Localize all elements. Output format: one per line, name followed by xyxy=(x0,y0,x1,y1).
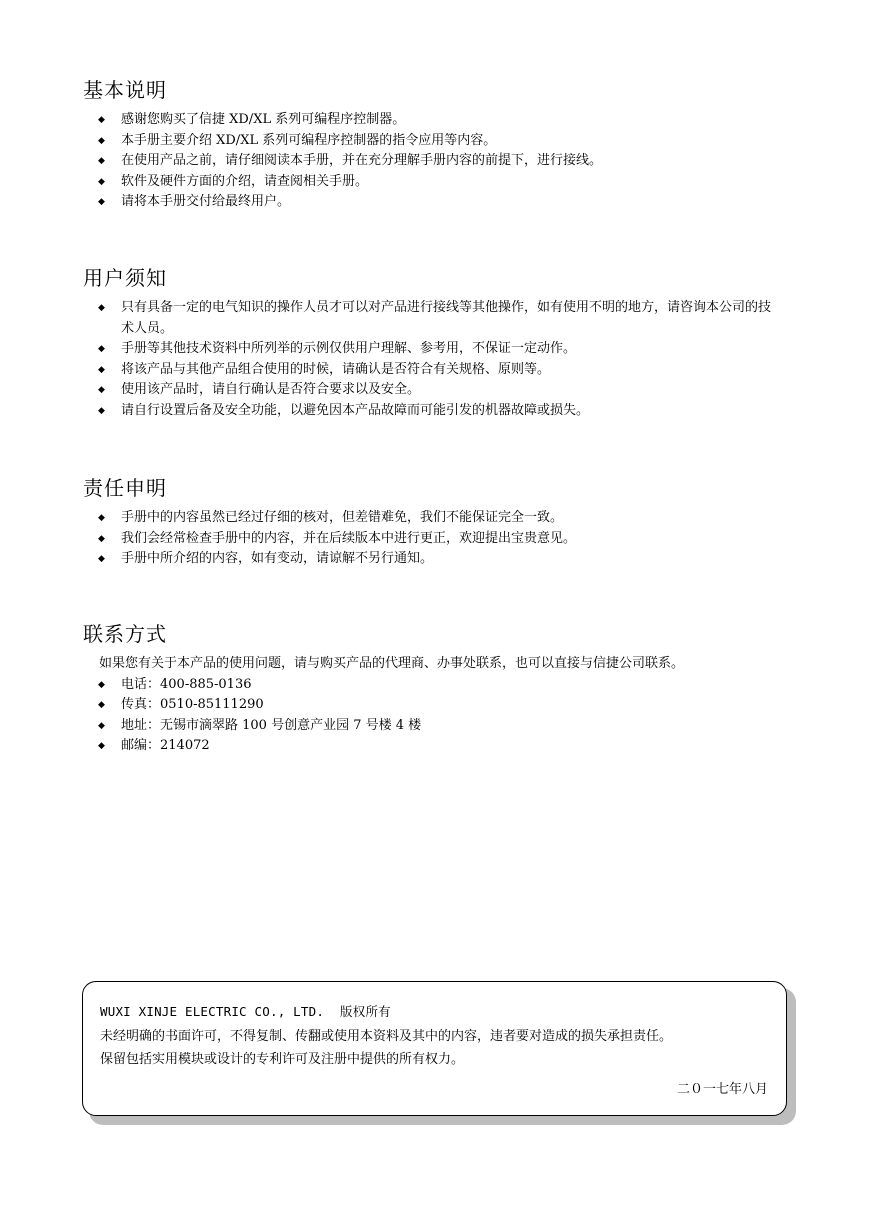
diamond-bullet-icon: ◆ xyxy=(98,344,105,354)
list-item: ◆ 使用该产品时，请自行确认是否符合要求以及安全。 xyxy=(83,380,783,401)
list-item: ◆ 软件及硬件方面的介绍，请查阅相关手册。 xyxy=(83,172,783,193)
section-title: 基本说明 xyxy=(83,78,167,102)
diamond-bullet-icon: ◆ xyxy=(98,303,105,313)
list-item: ◆ 手册等其他技术资料中所列举的示例仅供用户理解、参考用，不保证一定动作。 xyxy=(83,339,783,360)
diamond-bullet-icon: ◆ xyxy=(98,554,105,564)
list-item: ◆ 感谢您购买了信捷 XD/XL 系列可编程序控制器。 xyxy=(83,110,783,131)
list-item: ◆ 只有具备一定的电气知识的操作人员才可以对产品进行接线等其他操作，如有使用不明的地方，请咨询本公司的技术人员。 xyxy=(98,300,772,336)
diamond-bullet-icon: ◆ xyxy=(98,115,105,125)
company-name: WUXI XINJE ELECTRIC CO., LTD. xyxy=(100,1004,325,1019)
rights-reserved: 版权所有 xyxy=(340,1004,391,1019)
list-item: ◆ 在使用产品之前，请仔细阅读本手册，并在充分理解手册内容的前提下，进行接线。 xyxy=(83,151,783,172)
copyright-line-2: 保留包括实用模块或设计的专利许可及注册中提供的所有权力。 xyxy=(100,1052,465,1067)
list-item: ◆ 地址：无锡市滴翠路 100 号创意产业园 7 号楼 4 楼 xyxy=(83,716,783,737)
list-item: ◆ 传真：0510-85111290 xyxy=(83,695,783,716)
section-title: 责任申明 xyxy=(83,476,167,500)
copyright-line-1: 未经明确的书面许可，不得复制、传翻或使用本资料及其中的内容，违者要对造成的损失承担责任。 xyxy=(100,1029,673,1044)
list-item: ◆ 本手册主要介绍 XD/XL 系列可编程序控制器的指令应用等内容。 xyxy=(83,131,783,152)
diamond-bullet-icon: ◆ xyxy=(98,176,105,187)
list-item: ◆ 我们会经常检查手册中的内容，并在后续版本中进行更正，欢迎提出宝贵意见。 xyxy=(83,529,783,550)
diamond-bullet-icon: ◆ xyxy=(98,135,105,146)
contact-intro: 如果您有关于本产品的使用问题，请与购买产品的代理商、办事处联系，也可以直接与信捷公司联系。 xyxy=(99,656,685,671)
publish-date: 二０一七年八月 xyxy=(676,1082,768,1097)
section-user-notice xyxy=(83,265,783,421)
list-item: ◆ 请自行设置后备及安全功能，以避免因本产品故障而可能引发的机器故障或损失。 xyxy=(83,401,783,422)
copyright-box xyxy=(82,981,787,1116)
diamond-bullet-icon: ◆ xyxy=(98,513,105,523)
list-item: ◆ 手册中的内容虽然已经过仔细的核对，但差错难免，我们不能保证完全一致。 xyxy=(83,508,783,529)
section-title: 用户须知 xyxy=(83,266,167,290)
diamond-bullet-icon: ◆ xyxy=(98,741,105,751)
section-title: 联系方式 xyxy=(83,622,167,646)
diamond-bullet-icon: ◆ xyxy=(98,405,105,416)
list-item: ◆ 将该产品与其他产品组合使用的时候，请确认是否符合有关规格、原则等。 xyxy=(83,360,783,381)
bullet-list xyxy=(83,298,783,421)
diamond-bullet-icon: ◆ xyxy=(98,700,105,710)
diamond-bullet-icon: ◆ xyxy=(98,679,105,690)
diamond-bullet-icon: ◆ xyxy=(98,197,105,207)
copyright-title xyxy=(100,1002,391,1020)
diamond-bullet-icon: ◆ xyxy=(98,156,105,166)
list-item: ◆ 电话：400-885-0136 xyxy=(83,675,783,696)
diamond-bullet-icon: ◆ xyxy=(98,720,105,731)
diamond-bullet-icon: ◆ xyxy=(98,533,105,544)
diamond-bullet-icon: ◆ xyxy=(98,385,105,395)
section-basic-info xyxy=(83,77,783,213)
list-item: ◆ 手册中所介绍的内容，如有变动，请谅解不另行通知。 xyxy=(83,549,783,570)
section-disclaimer xyxy=(83,475,783,570)
list-item: ◆ 邮编：214072 xyxy=(83,736,783,757)
bullet-list xyxy=(83,110,783,213)
list-item: ◆ 请将本手册交付给最终用户。 xyxy=(83,192,783,213)
bullet-list xyxy=(83,675,783,757)
section-contact xyxy=(83,621,783,757)
diamond-bullet-icon: ◆ xyxy=(98,364,105,375)
bullet-list xyxy=(83,508,783,570)
